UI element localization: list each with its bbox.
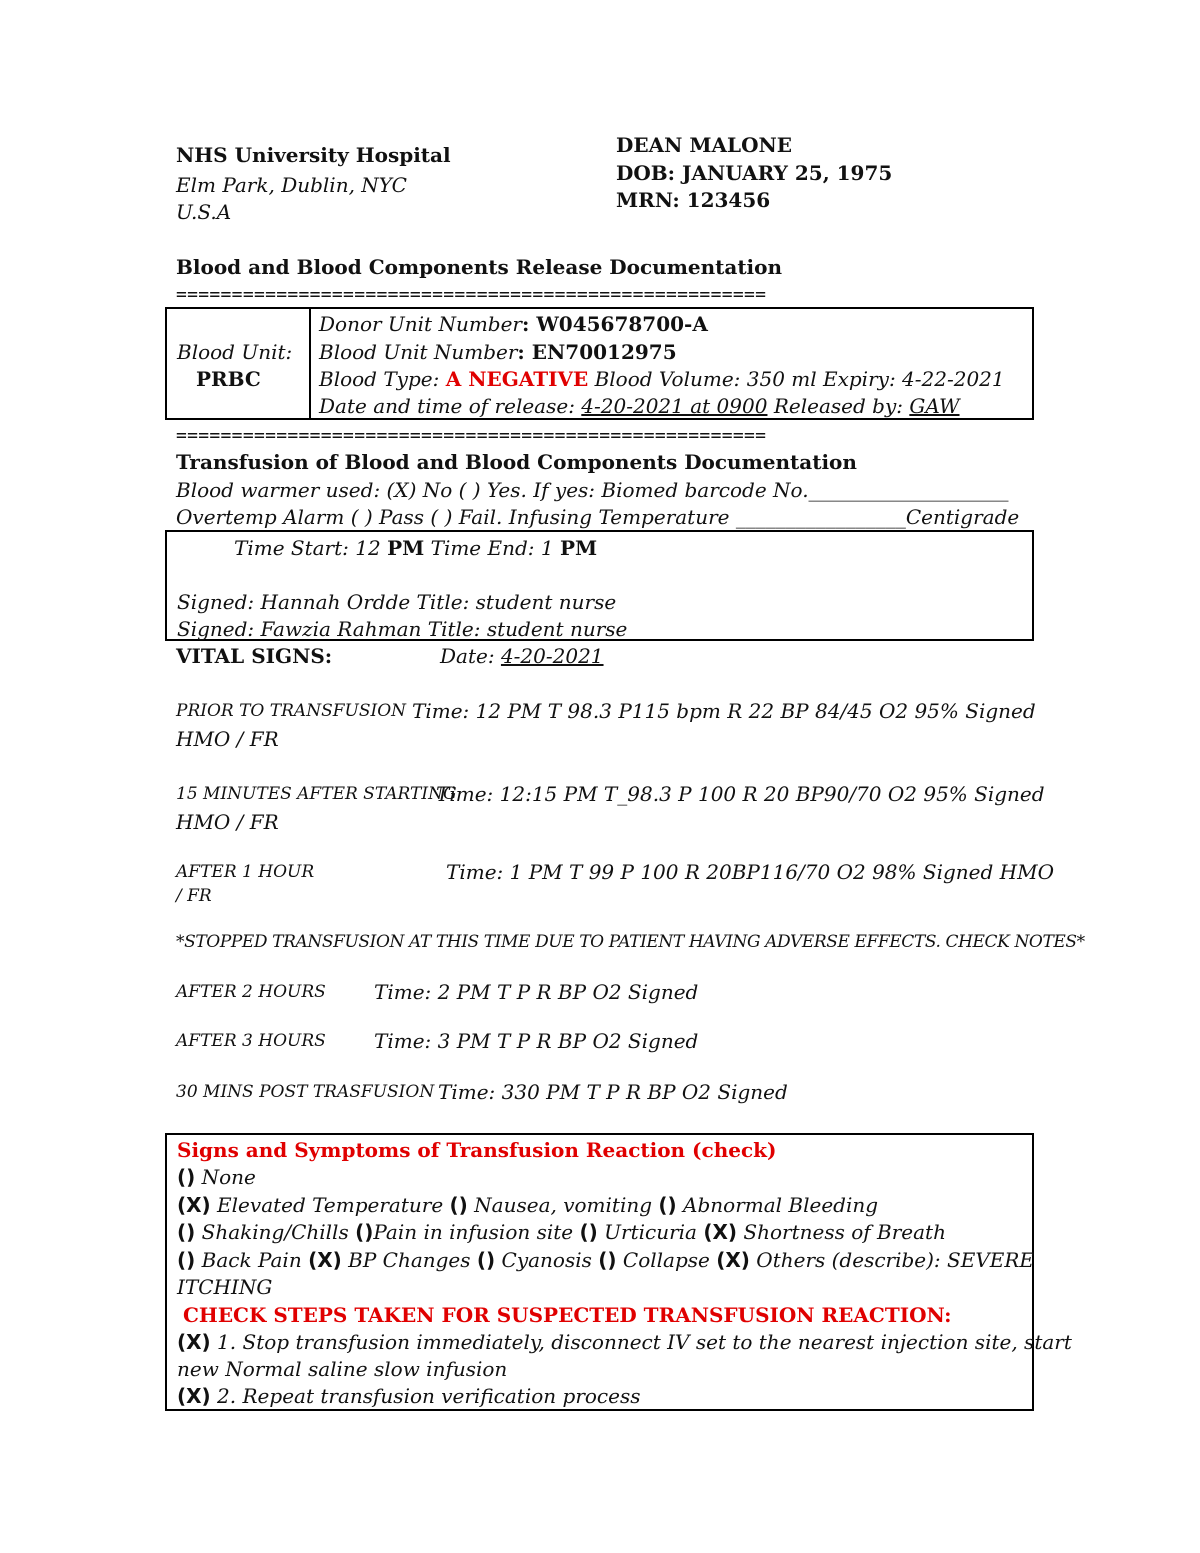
overtemp-alarm-line: Overtemp Alarm ( ) Pass ( ) Fail. Infusing Temperature _________________Centigrade <box>176 505 1020 529</box>
vital-signs-label: VITAL SIGNS: <box>176 644 333 668</box>
prior-vitals: Time: 12 PM T 98.3 P115 bpm R 22 BP 84/45 O2 95% Signed <box>412 699 1036 723</box>
h1-vitals-cont: / FR <box>176 886 212 906</box>
reaction-row-4 <box>177 1247 1034 1274</box>
step-2-text: 2. Repeat transfusion verification process <box>210 1384 641 1408</box>
checkbox-none[interactable]: () <box>177 1165 196 1189</box>
checkbox-step-2[interactable]: (X) <box>177 1384 211 1408</box>
released-by-value: GAW <box>909 394 960 418</box>
h1-vitals: Time: 1 PM T 99 P 100 R 20BP116/70 O2 98% Signed HMO <box>446 860 1054 884</box>
reaction-box <box>165 1133 1072 1411</box>
step-2-row <box>177 1383 640 1410</box>
blood-type-row <box>319 366 1005 393</box>
release-table <box>165 307 1034 420</box>
separator-line: ===================================================== <box>176 284 767 305</box>
release-time-row <box>319 393 960 420</box>
time-start-pm: PM <box>387 536 425 560</box>
signed-line-1: Signed: Hannah Ordde Title: student nurse <box>177 590 617 614</box>
prior-label: PRIOR TO TRANSFUSION <box>176 701 407 721</box>
blood-unit-number-label: Blood Unit Number <box>319 340 518 364</box>
time-end: Time End: 1 <box>424 536 560 560</box>
checkbox-bp-changes[interactable]: (X) <box>308 1248 342 1272</box>
checkbox-collapse[interactable]: () <box>598 1248 617 1272</box>
transfusion-heading: Transfusion of Blood and Blood Components Documentation <box>176 450 857 474</box>
donor-unit-value: : W045678700-A <box>522 312 708 336</box>
blood-type-label: Blood Type: <box>319 367 446 391</box>
hospital-address-line2: U.S.A <box>176 200 232 224</box>
h3-vitals: Time: 3 PM T P R BP O2 Signed <box>374 1029 699 1053</box>
reaction-row-2 <box>177 1192 878 1219</box>
blood-type-value: A NEGATIVE <box>445 367 589 391</box>
vital-date-value: 4-20-2021 <box>500 644 604 668</box>
blood-unit-value: PRBC <box>196 367 261 391</box>
checkbox-step-1[interactable]: (X) <box>177 1330 211 1354</box>
donor-unit-label: Donor Unit Number <box>319 312 522 336</box>
reaction-row-4-cont: ITCHING <box>177 1275 273 1299</box>
option-back-pain: Back Pain <box>195 1248 309 1272</box>
time-start: Time Start: 12 <box>234 536 388 560</box>
option-collapse: Collapse <box>616 1248 717 1272</box>
patient-mrn: MRN: 123456 <box>616 188 771 212</box>
release-time-label: Date and time of release: <box>319 394 582 418</box>
checkbox-pain-infusion-site[interactable]: () <box>355 1220 374 1244</box>
checkbox-abnormal-bleeding[interactable]: () <box>658 1193 677 1217</box>
separator-line: ===================================================== <box>176 425 767 446</box>
steps-heading: CHECK STEPS TAKEN FOR SUSPECTED TRANSFUSION REACTION: <box>183 1303 952 1327</box>
option-urticuria: Urticuria <box>597 1220 704 1244</box>
hospital-address-line1: Elm Park, Dublin, NYC <box>176 173 407 197</box>
checkbox-cyanosis[interactable]: () <box>476 1248 496 1272</box>
vital-date-label: Date: <box>440 644 501 668</box>
post-vitals: Time: 330 PM T P R BP O2 Signed <box>438 1080 788 1104</box>
checkbox-shortness-of-breath[interactable]: (X) <box>703 1220 738 1244</box>
m15-vitals: Time: 12:15 PM T_98.3 P 100 R 20 BP90/70 O2 95% Signed <box>436 782 1045 806</box>
prior-vitals-cont: HMO / FR <box>176 727 279 751</box>
reaction-row-1 <box>177 1164 256 1191</box>
patient-dob: DOB: JANUARY 25, 1975 <box>616 161 893 185</box>
released-by-label: Released by: <box>767 394 910 418</box>
hospital-name: NHS University Hospital <box>176 143 451 167</box>
checkbox-others[interactable]: (X) <box>716 1248 750 1272</box>
blood-warmer-line: Blood warmer used: (X) No ( ) Yes. If yes: Biomed barcode No.____________________ <box>176 478 1009 502</box>
checkbox-urticuria[interactable]: () <box>579 1220 598 1244</box>
vital-signs-date <box>440 643 604 670</box>
step-1-row <box>177 1329 1072 1356</box>
checkbox-nausea[interactable]: () <box>449 1193 468 1217</box>
checkbox-shaking-chills[interactable]: () <box>177 1220 196 1244</box>
reaction-row-3 <box>177 1219 946 1246</box>
stopped-note: *STOPPED TRANSFUSION AT THIS TIME DUE TO PATIENT HAVING ADVERSE EFFECTS. CHECK NOTES* <box>176 932 1085 952</box>
blood-unit-number-row <box>319 339 677 366</box>
option-none: None <box>195 1165 256 1189</box>
option-shortness-of-breath: Shortness of Breath <box>737 1220 946 1244</box>
option-abnormal-bleeding: Abnormal Bleeding <box>676 1193 879 1217</box>
patient-name: DEAN MALONE <box>616 133 793 157</box>
option-elevated-temperature: Elevated Temperature <box>210 1193 450 1217</box>
donor-unit-row <box>319 311 708 338</box>
release-time-value: 4-20-2021 at 0900 <box>581 394 768 418</box>
option-others: Others (describe): SEVERE <box>749 1248 1035 1272</box>
time-row <box>234 535 597 562</box>
m15-label: 15 MINUTES AFTER STARTING <box>176 784 457 804</box>
option-pain-infusion-site: Pain in infusion site <box>373 1220 580 1244</box>
time-end-pm: PM <box>559 536 598 560</box>
table-divider <box>309 309 311 418</box>
h2-label: AFTER 2 HOURS <box>176 982 326 1002</box>
volume-expiry: Blood Volume: 350 ml Expiry: 4-22-2021 <box>588 367 1005 391</box>
h1-label: AFTER 1 HOUR <box>176 862 315 882</box>
post-label: 30 MINS POST TRASFUSION <box>176 1082 435 1102</box>
m15-vitals-cont: HMO / FR <box>176 810 279 834</box>
blood-unit-number-value: : EN70012975 <box>517 340 677 364</box>
option-nausea: Nausea, vomiting <box>467 1193 659 1217</box>
option-cyanosis: Cyanosis <box>495 1248 599 1272</box>
step-1-cont: new Normal saline slow infusion <box>177 1357 508 1381</box>
signed-line-2: Signed: Fawzia Rahman Title: student nurse <box>177 617 628 641</box>
checkbox-back-pain[interactable]: () <box>177 1248 196 1272</box>
h3-label: AFTER 3 HOURS <box>176 1031 326 1051</box>
transfusion-time-box <box>165 530 1034 641</box>
checkbox-elevated-temperature[interactable]: (X) <box>177 1193 211 1217</box>
h2-vitals: Time: 2 PM T P R BP O2 Signed <box>374 980 699 1004</box>
option-shaking-chills: Shaking/Chills <box>195 1220 356 1244</box>
step-1-text: 1. Stop transfusion immediately, disconnect IV set to the nearest injection site, start <box>210 1330 1072 1354</box>
reaction-heading: Signs and Symptoms of Transfusion Reaction (check) <box>177 1138 777 1162</box>
release-heading: Blood and Blood Components Release Documentation <box>176 255 783 279</box>
blood-unit-label: Blood Unit: <box>177 340 293 364</box>
option-bp-changes: BP Changes <box>341 1248 477 1272</box>
